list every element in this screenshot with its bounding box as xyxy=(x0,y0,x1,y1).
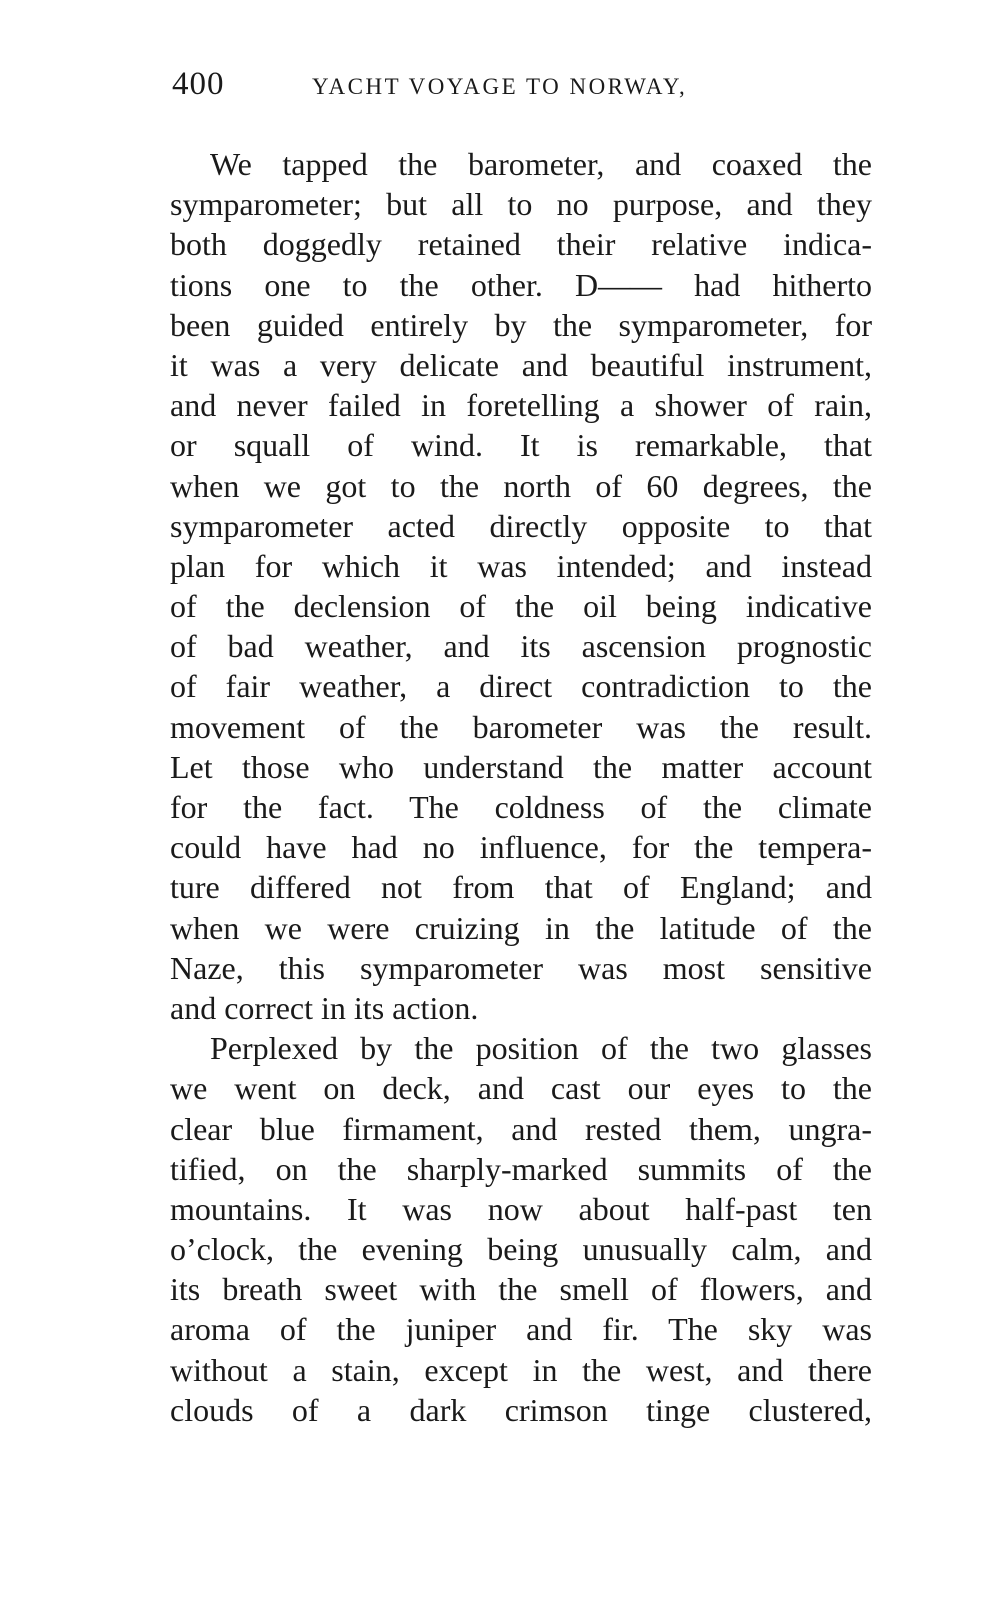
text-line: Naze, this symparometer was most sensitive xyxy=(170,949,872,986)
text-line: symparometer acted directly opposite to that xyxy=(170,507,872,544)
text-line: or squall of wind. It is remarkable, that xyxy=(170,427,872,464)
text-line: been guided entirely by the symparometer, for xyxy=(170,306,872,343)
text-line: of bad weather, and its ascension prognostic xyxy=(170,628,872,665)
text-line: without a stain, except in the west, and there xyxy=(170,1351,872,1388)
text-line: Let those who understand the matter account xyxy=(170,748,872,785)
text-line: symparometer; but all to no purpose, and they xyxy=(170,186,872,223)
text-line: of fair weather, a direct contradiction to the xyxy=(170,668,872,705)
text-line: when we got to the north of 60 degrees, the xyxy=(170,467,872,504)
running-title: YACHT VOYAGE TO NORWAY, xyxy=(312,74,688,99)
text-line: We tapped the barometer, and coaxed the xyxy=(210,146,872,182)
text-line: Perplexed by the position of the two glasses xyxy=(210,1030,872,1067)
text-line: ture differed not from that of England; and xyxy=(170,869,872,906)
text-line: clear blue firmament, and rested them, ungra- xyxy=(170,1110,872,1147)
text-line: tified, on the sharply-marked summits of the xyxy=(170,1150,872,1187)
text-line: movement of the barometer was the result. xyxy=(170,708,872,745)
text-line: we went on deck, and cast our eyes to the xyxy=(170,1070,872,1107)
text-line: when we were cruizing in the latitude of the xyxy=(170,909,872,946)
text-line: aroma of the juniper and fir. The sky was xyxy=(170,1311,872,1348)
page-number: 400 xyxy=(172,66,225,102)
text-line: of the declension of the oil being indicative xyxy=(170,588,872,625)
text-line: for the fact. The coldness of the climate xyxy=(170,789,872,825)
text-line: both doggedly retained their relative indica- xyxy=(170,226,872,263)
text-line: tions one to the other. D—— had hitherto xyxy=(170,266,872,303)
text-line: mountains. It was now about half-past ten xyxy=(170,1190,872,1227)
text-line: its breath sweet with the smell of flowers, and xyxy=(170,1271,872,1308)
text-line: plan for which it was intended; and instead xyxy=(170,547,872,584)
text-line: clouds of a dark crimson tinge clustered, xyxy=(170,1391,872,1428)
text-line: and correct in its action. xyxy=(170,989,479,1026)
text-line: could have had no influence, for the tempera- xyxy=(170,829,872,866)
running-head xyxy=(172,66,872,110)
body-text xyxy=(170,144,872,1430)
text-line: it was a very delicate and beautiful instrument, xyxy=(170,346,872,383)
text-line: o’clock, the evening being unusually calm, and xyxy=(170,1231,872,1268)
text-line: and never failed in foretelling a shower of rain, xyxy=(170,387,872,424)
